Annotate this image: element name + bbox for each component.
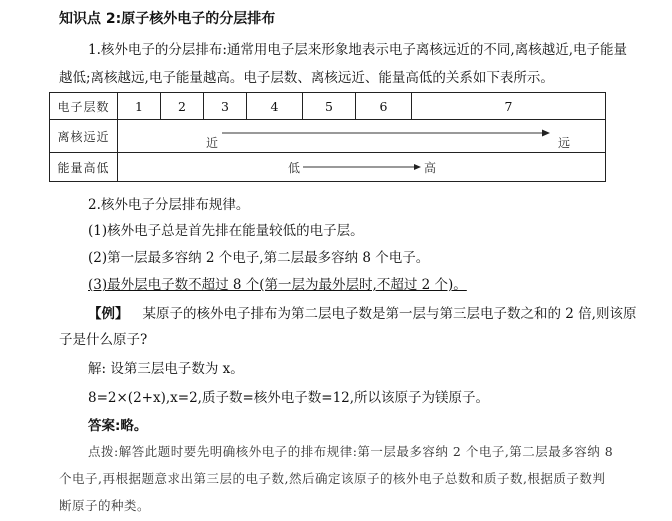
answer: 答案:略。 bbox=[88, 418, 148, 434]
note-line1: 点拨:解答此题时要先明确核外电子的排布规律:第一层最多容纳 2 个电子,第二层最多容纳 8 bbox=[88, 444, 614, 459]
electron-layer-table bbox=[49, 92, 606, 182]
low-label: 低 bbox=[288, 161, 301, 175]
table-row-energy bbox=[50, 153, 606, 182]
near-label: 近 bbox=[206, 136, 219, 150]
rule-2: (2)第一层最多容纳 2 个电子,第二层最多容纳 8 个电子。 bbox=[88, 250, 430, 266]
solution-line2: 8=2×(2+x),x=2,质子数=核外电子数=12,所以该原子为镁原子。 bbox=[88, 390, 490, 406]
note-line2: 个电子,再根据题意求出第三层的电子数,然后确定该原子的核外电子总数和质子数,根据质子数判 bbox=[59, 471, 606, 486]
row-header-energy: 能量高低 bbox=[50, 153, 118, 182]
rule-3: (3)最外层电子数不超过 8 个(第一层为最外层时,不超过 2 个)。 bbox=[88, 277, 467, 293]
distance-cell bbox=[118, 120, 606, 153]
high-label: 高 bbox=[424, 161, 437, 175]
solution-line1: 解: 设第三层电子数为 x。 bbox=[88, 361, 244, 377]
section-heading: 知识点 2:原子核外电子的分层排布 bbox=[59, 11, 276, 27]
layer-cell-1: 1 bbox=[118, 93, 161, 120]
row-header-distance: 离核远近 bbox=[50, 120, 118, 153]
layer-cell-4: 4 bbox=[247, 93, 303, 120]
row-header-layer-count: 电子层数 bbox=[50, 93, 118, 120]
intro-paragraph-line2: 越低;离核越远,电子能量越高。电子层数、离核远近、能量高低的关系如下表所示。 bbox=[59, 70, 554, 86]
layer-cell-7: 7 bbox=[412, 93, 606, 120]
example-line2: 子是什么原子? bbox=[59, 332, 148, 348]
far-label: 远 bbox=[558, 136, 571, 150]
layer-cell-3: 3 bbox=[204, 93, 247, 120]
layer-cell-5: 5 bbox=[303, 93, 356, 120]
layer-cell-6: 6 bbox=[356, 93, 412, 120]
table-row-layer-count bbox=[50, 93, 606, 120]
distance-arrow-icon bbox=[118, 120, 606, 152]
example-text: 某原子的核外电子排布为第二层电子数是第一层与第三层电子数之和的 2 倍,则该原 bbox=[142, 306, 637, 322]
rules-title: 2.核外电子分层排布规律。 bbox=[88, 197, 250, 213]
table-row-distance bbox=[50, 120, 606, 153]
energy-cell bbox=[118, 153, 606, 182]
example-tag: 【例】 bbox=[88, 306, 129, 322]
intro-paragraph-line1: 1.核外电子的分层排布:通常用电子层来形象地表示电子离核远近的不同,离核越近,电子能量 bbox=[88, 42, 628, 58]
energy-arrow-icon bbox=[118, 153, 606, 181]
note-line3: 断原子的种类。 bbox=[59, 498, 151, 513]
rule-1: (1)核外电子总是首先排在能量较低的电子层。 bbox=[88, 223, 364, 239]
layer-cell-2: 2 bbox=[161, 93, 204, 120]
example-line1 bbox=[88, 305, 636, 323]
